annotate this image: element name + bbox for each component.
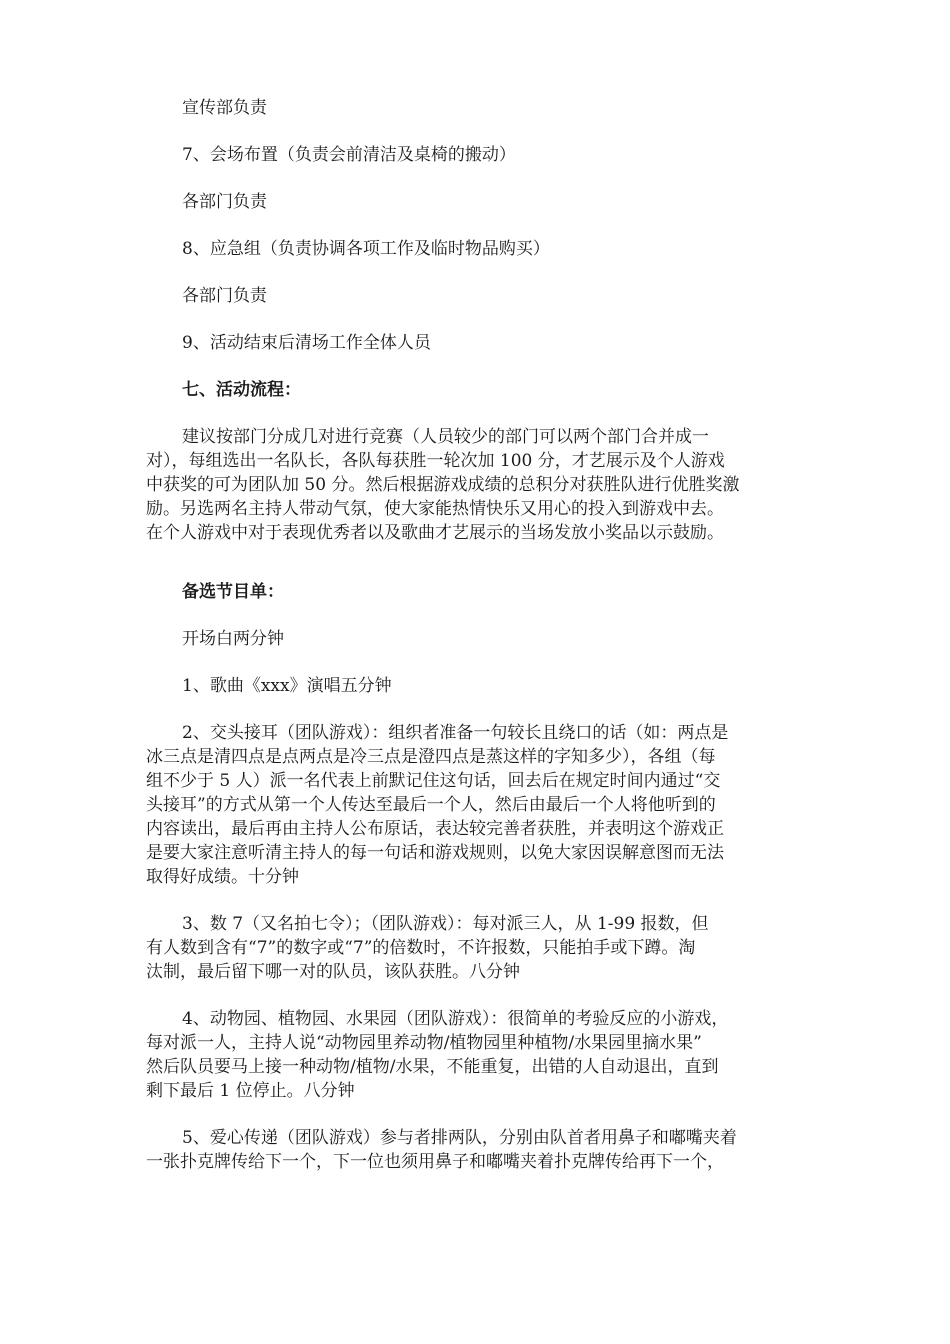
text-line-all-depts-2: 各部门负责 — [182, 286, 267, 306]
paragraph-line: 3、数 7（又名拍七令）；（团队游戏）：每对派三人，从 1-99 报数，但 — [182, 914, 709, 934]
paragraph-line: 是要大家注意听清主持人的每一句话和游戏规则，以免大家因误解意图而无法 — [146, 843, 724, 863]
paragraph-line: 有人数到含有“7”的数字或“7”的倍数时，不许报数，只能拍手或下蹲。淘 — [146, 938, 696, 958]
section-heading-program-list: 备选节目单： — [182, 582, 284, 602]
paragraph-item-zoo-game — [146, 1007, 806, 1103]
text-line-opening: 开场白两分钟 — [182, 629, 284, 649]
section-heading-activity-flow: 七、活动流程： — [182, 380, 301, 400]
paragraph-line: 头接耳”的方式从第一个人传达至最后一个人，然后由最后一个人将他听到的 — [146, 795, 716, 815]
paragraph-line: 在个人游戏中对于表现优秀者以及歌曲才艺展示的当场发放小奖品以示鼓励。 — [146, 523, 724, 543]
text-line-cleanup: 9、活动结束后清场工作全体人员 — [182, 333, 431, 353]
paragraph-line: 5、爱心传递（团队游戏）参与者排两队，分别由队首者用鼻子和嘟嘴夹着 — [182, 1128, 737, 1148]
text-line-all-depts-1: 各部门负责 — [182, 192, 267, 212]
text-line-item-song: 1、歌曲《xxx》演唱五分钟 — [182, 676, 392, 696]
paragraph-line: 取得好成绩。十分钟 — [146, 867, 299, 887]
paragraph-line: 4、动物园、植物园、水果园（团队游戏）：很简单的考验反应的小游戏， — [182, 1009, 729, 1029]
paragraph-line: 一张扑克牌传给下一个，下一位也须用鼻子和嘟嘴夹着扑克牌传给再下一个， — [146, 1152, 724, 1172]
text-line-emergency-group: 8、应急组（负责协调各项工作及临时物品购买） — [182, 239, 550, 259]
paragraph-line: 励。另选两名主持人带动气氛，使大家能热情快乐又用心的投入到游戏中去。 — [146, 499, 724, 519]
paragraph-line: 剩下最后 1 位停止。八分钟 — [146, 1081, 355, 1101]
paragraph-line: 每对派一人，主持人说“动物园里养动物/植物园里种植物/水果园里摘水果” — [146, 1033, 702, 1053]
paragraph-line: 内容读出，最后再由主持人公布原话，表达较完善者获胜，并表明这个游戏正 — [146, 819, 724, 839]
paragraph-line: 中获奖的可为团队加 50 分。然后根据游戏成绩的总积分对获胜队进行优胜奖激 — [146, 475, 740, 495]
paragraph-item-whisper-game — [146, 721, 806, 889]
paragraph-line: 然后队员要马上接一种动物/植物/水果，不能重复，出错的人自动退出，直到 — [146, 1057, 719, 1077]
paragraph-line: 对），每组选出一名队长，各队每获胜一轮次加 100 分，才艺展示及个人游戏 — [146, 451, 725, 471]
text-line-venue-setup: 7、会场布置（负责会前清洁及桌椅的搬动） — [182, 145, 516, 165]
paragraph-line: 建议按部门分成几对进行竞赛（人员较少的部门可以两个部门合并成一 — [182, 427, 709, 447]
text-line-publicity-dept: 宣传部负责 — [182, 98, 267, 118]
paragraph-line: 组不少于 5 人）派一名代表上前默记住这句话，回去后在规定时间内通过“交 — [146, 771, 721, 791]
paragraph-line: 冰三点是清四点是点两点是冷三点是澄四点是蒸这样的字知多少），各组（每 — [146, 747, 716, 767]
paragraph-line: 汰制，最后留下哪一对的队员，该队获胜。八分钟 — [146, 962, 520, 982]
paragraph-item-count-seven — [146, 912, 806, 984]
paragraph-item-card-relay — [146, 1126, 806, 1174]
paragraph-activity-flow — [146, 425, 806, 545]
document-page — [146, 96, 806, 1174]
paragraph-line: 2、交头接耳（团队游戏）：组织者准备一句较长且绕口的话（如：两点是 — [182, 723, 729, 743]
